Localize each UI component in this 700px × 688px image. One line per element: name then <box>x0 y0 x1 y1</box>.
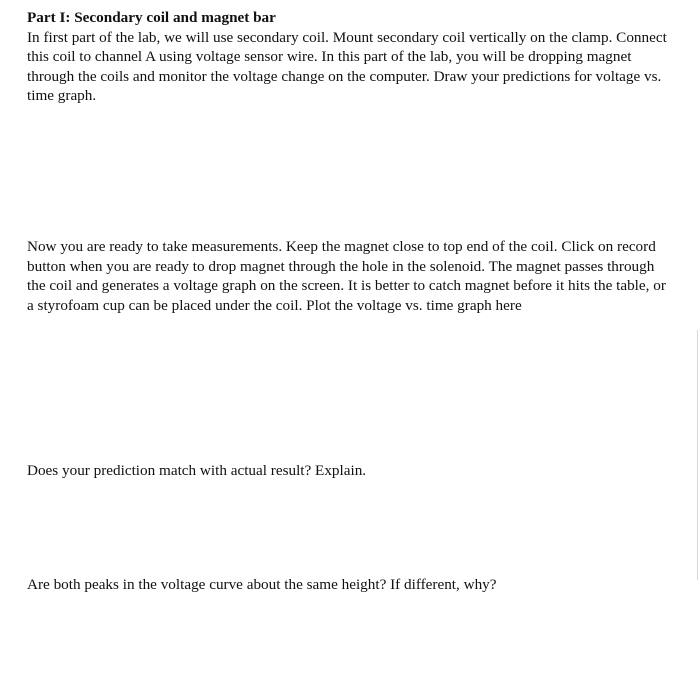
measurement-section <box>27 237 675 315</box>
part1-section <box>27 8 675 106</box>
measurement-instructions: Now you are ready to take measurements. Keep the magnet close to top end of the coil. Click on record button when you are ready to drop magnet through the hole in the solenoid. The magnet passes through the coil and generates a voltage graph on the screen. It is better to catch magnet before it hits the table, or a styrofoam cup can be placed under the coil. Plot the voltage vs. time graph here <box>27 238 666 314</box>
part1-instructions: In first part of the lab, we will use secondary coil. Mount secondary coil vertically on the clamp. Connect this coil to channel A using voltage sensor wire. In this part of the lab, you will be dropping magnet through the coils and monitor the voltage change on the computer. Draw your predictions for voltage vs. time graph. <box>27 28 667 104</box>
question-text: Does your prediction match with actual result? Explain. <box>27 462 367 479</box>
question-peaks <box>27 575 675 595</box>
page-edge-divider <box>697 330 698 580</box>
question-prediction <box>27 461 675 481</box>
part1-heading: Part I: Secondary coil and magnet bar <box>27 9 276 26</box>
question-text: Are both peaks in the voltage curve about the same height? If different, why? <box>27 576 497 593</box>
